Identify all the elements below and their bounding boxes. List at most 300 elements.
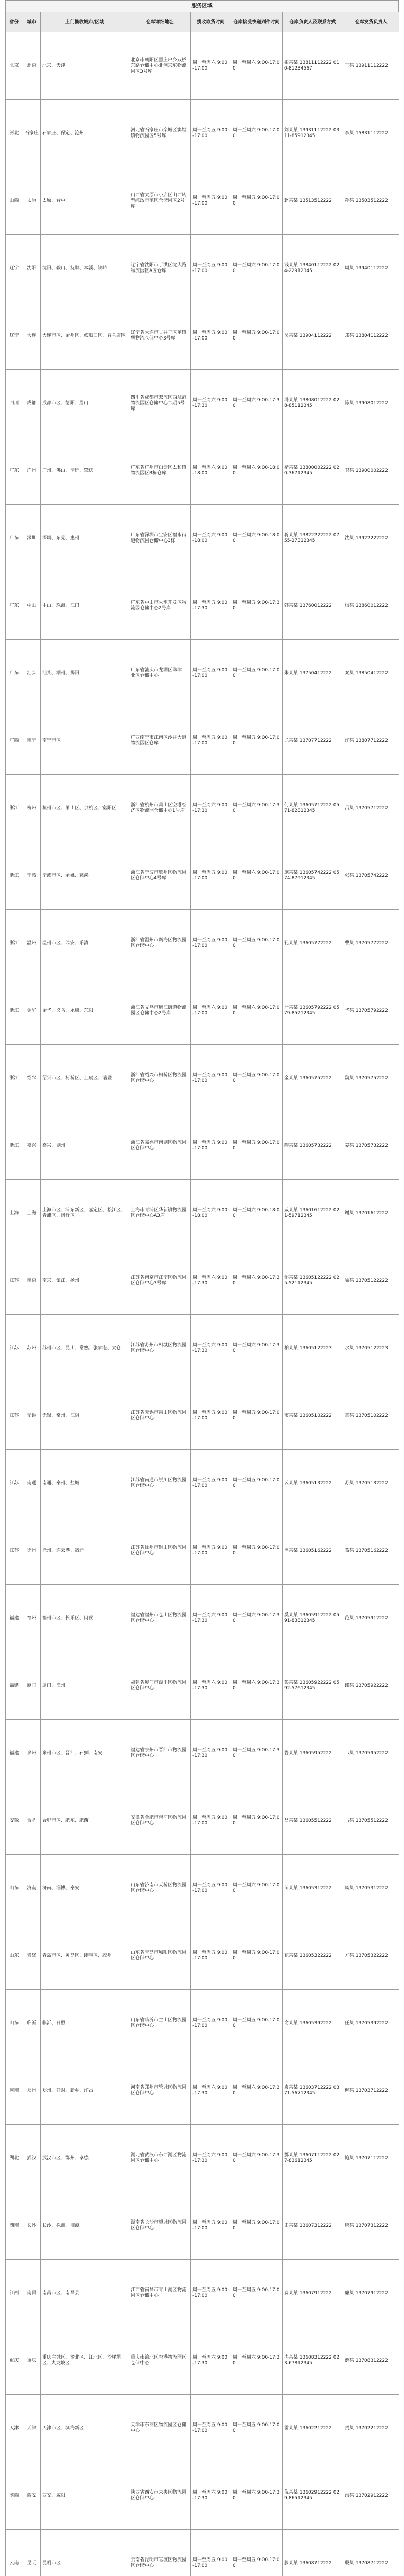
table-row [6, 1720, 399, 1787]
cell-shipper: 谢某 13701612222 [343, 1180, 399, 1247]
cell-province: 上海 [6, 1180, 23, 1247]
table-row [6, 640, 399, 707]
cell-receive-time: 周一至周六 9:00-18:00 [231, 1180, 283, 1247]
cell-pickup-time: 周一至周六 9:00-17:30 [191, 1247, 231, 1315]
cell-receive-time: 周一至周五 9:00-17:00 [231, 2395, 283, 2462]
header-shipper: 仓库发货负责人 [343, 12, 399, 32]
cell-area: 广州、佛山、清远、肇庆 [41, 437, 129, 505]
cell-receive-time: 周一至周五 9:00-17:30 [231, 1720, 283, 1787]
cell-shipper: 卫某 13900002222 [343, 437, 399, 505]
cell-pickup-time: 周一至周六 9:00-17:30 [191, 1585, 231, 1652]
cell-city: 苏州 [23, 1315, 41, 1382]
cell-receive-time: 周一至周五 9:00-17:00 [231, 910, 283, 977]
cell-contact: 鲁某某 13605952222 [283, 1720, 343, 1787]
cell-shipper: 任某 13705392222 [343, 1990, 399, 2057]
table-row [6, 707, 399, 775]
table-row [6, 1652, 399, 1720]
table-row [6, 2192, 399, 2260]
cell-area: 武汉市区、鄂州、孝感 [41, 2125, 129, 2192]
cell-shipper: 孙某 13503512222 [343, 167, 399, 235]
cell-province: 山东 [6, 1990, 23, 2057]
cell-contact: 苗某某 13605312222 [283, 1855, 343, 1922]
cell-city: 中山 [23, 572, 41, 640]
cell-shipper: 凤某 13705312222 [343, 1855, 399, 1922]
cell-pickup-time: 周一至周五 9:00-17:00 [191, 302, 231, 370]
cell-receive-time: 周一至周六 9:00-17:30 [231, 2462, 283, 2530]
cell-shipper: 王某 13911112222 [343, 32, 399, 100]
cell-shipper: 魏某 13705752222 [343, 1045, 399, 1112]
cell-receive-time: 周一至周六 9:00-17:30 [231, 1585, 283, 1652]
table-row [6, 2462, 399, 2530]
cell-receive-time: 周一至周六 9:00-17:00 [231, 32, 283, 100]
cell-area: 沈阳、鞍山、抚顺、本溪、铁岭 [41, 235, 129, 302]
cell-pickup-time: 周一至周五 9:00-17:00 [191, 1112, 231, 1180]
table-row [6, 1517, 399, 1585]
cell-area: 天津市区、滨海新区 [41, 2395, 129, 2462]
cell-address: 云南省昆明市官渡区物流园区仓储中心 [129, 2530, 191, 2576]
cell-contact: 俞某某 13605392222 [283, 1990, 343, 2057]
cell-contact: 褚某某 13800002222 020-36712345 [283, 437, 343, 505]
cell-pickup-time: 周一至周六 9:00-17:30 [191, 775, 231, 842]
cell-receive-time: 周一至周六 9:00-17:00 [231, 1855, 283, 1922]
cell-shipper: 唐某 13707312222 [343, 2192, 399, 2260]
cell-pickup-time: 周一至周五 9:00-17:00 [191, 1922, 231, 1990]
cell-receive-time: 周一至周五 9:00-17:00 [231, 640, 283, 707]
cell-receive-time: 周一至周五 9:00-17:00 [231, 167, 283, 235]
cell-receive-time: 周一至周六 9:00-18:00 [231, 505, 283, 572]
cell-pickup-time: 周一至周五 9:00-17:00 [191, 1450, 231, 1517]
cell-receive-time: 周一至周五 9:00-17:00 [231, 1382, 283, 1450]
cell-contact: 岑某某 13608312222 023-67812345 [283, 2327, 343, 2395]
cell-province: 福建 [6, 1585, 23, 1652]
cell-province: 湖北 [6, 2125, 23, 2192]
cell-city: 温州 [23, 910, 41, 977]
cell-city: 金华 [23, 977, 41, 1045]
cell-address: 江苏省南京市江宁区物流园区仓储中心3号库 [129, 1247, 191, 1315]
cell-area: 金华、义乌、永康、东阳 [41, 977, 129, 1045]
cell-city: 南通 [23, 1450, 41, 1517]
cell-pickup-time: 周一至周六 9:00-17:30 [191, 2327, 231, 2395]
cell-province: 山东 [6, 1855, 23, 1922]
cell-province: 湖南 [6, 2192, 23, 2260]
cell-area: 北京、天津 [41, 32, 129, 100]
cell-contact: 邹某某 13605122222 025-52112345 [283, 1247, 343, 1315]
cell-address: 河南省郑州市管城区物流园区仓储中心 [129, 2057, 191, 2125]
page [5, 0, 399, 2576]
cell-contact: 奚某某 13605912222 0591-83812345 [283, 1585, 343, 1652]
cell-city: 宁波 [23, 842, 41, 910]
cell-area: 西安、咸阳 [41, 2462, 129, 2530]
cell-city: 临沂 [23, 1990, 41, 2057]
cell-area: 济南、淄博、泰安 [41, 1855, 129, 1922]
cell-address: 湖北省武汉市东西湖区物流园区仓储中心 [129, 2125, 191, 2192]
cell-city: 泉州 [23, 1720, 41, 1787]
cell-province: 北京 [6, 32, 23, 100]
cell-receive-time: 周一至周五 9:00-17:00 [231, 1450, 283, 1517]
cell-area: 中山、珠海、江门 [41, 572, 129, 640]
header-contact: 仓库负责人及联系方式 [283, 12, 343, 32]
cell-pickup-time: 周一至周五 9:00-17:00 [191, 2192, 231, 2260]
table-row [6, 1045, 399, 1112]
table-row [6, 2530, 399, 2576]
cell-address: 河北省石家庄市栾城区窦妪镇物流园区5号库 [129, 100, 191, 167]
table-row [6, 505, 399, 572]
cell-pickup-time: 周一至周六 9:00-17:30 [191, 1652, 231, 1720]
cell-address: 广东省广州市白云区太和镇物流园区B栋仓库 [129, 437, 191, 505]
table-row [6, 235, 399, 302]
cell-shipper: 周某 13940112222 [343, 235, 399, 302]
cell-shipper: 杨某 13860012222 [343, 572, 399, 640]
cell-city: 徐州 [23, 1517, 41, 1585]
cell-receive-time: 周一至周五 9:00-17:00 [231, 302, 283, 370]
cell-province: 广东 [6, 505, 23, 572]
cell-contact: 滕某某 13608712222 [283, 2530, 343, 2576]
cell-receive-time: 周一至周五 9:00-17:00 [231, 707, 283, 775]
cell-city: 汕头 [23, 640, 41, 707]
cell-shipper: 张某 13705742222 [343, 842, 399, 910]
table-row [6, 100, 399, 167]
table-row [6, 1787, 399, 1855]
header-row [6, 12, 399, 32]
cell-shipper: 吕某 13705712222 [343, 775, 399, 842]
cell-shipper: 韦某 13705952222 [343, 1720, 399, 1787]
cell-address: 山东省临沂市兰山区物流园区仓储中心 [129, 1990, 191, 2057]
table-row [6, 1990, 399, 2057]
cell-pickup-time: 周一至周五 9:00-17:30 [191, 572, 231, 640]
cell-receive-time: 周一至周六 9:00-17:30 [231, 370, 283, 437]
cell-city: 深圳 [23, 505, 41, 572]
cell-address: 山西省太原市小店区山西转型综改示范区仓储园区2号库 [129, 167, 191, 235]
cell-province: 浙江 [6, 1045, 23, 1112]
cell-contact: 刘某某 13931112222 0311-85912345 [283, 100, 343, 167]
cell-area: 大连市区、金州区、旅顺口区、普兰店区 [41, 302, 129, 370]
cell-pickup-time: 周一至周五 9:00-17:00 [191, 1517, 231, 1585]
cell-shipper: 殷某 13708712222 [343, 2530, 399, 2576]
cell-address: 江苏省苏州市相城区物流园区仓储中心 [129, 1315, 191, 1382]
cell-address: 山东省济南市天桥区物流园区仓储中心 [129, 1855, 191, 1922]
cell-province: 广东 [6, 640, 23, 707]
table-row [6, 1315, 399, 1382]
cell-pickup-time: 周一至周五 9:00-17:00 [191, 100, 231, 167]
cell-address: 福建省泉州市晋江市物流园区仓储中心 [129, 1720, 191, 1787]
cell-city: 福州 [23, 1585, 41, 1652]
cell-province: 广东 [6, 572, 23, 640]
cell-city: 武汉 [23, 2125, 41, 2192]
cell-province: 江苏 [6, 1517, 23, 1585]
table-row [6, 437, 399, 505]
table-row [6, 167, 399, 235]
table-row [6, 2125, 399, 2192]
cell-city: 嘉兴 [23, 1112, 41, 1180]
cell-receive-time: 周一至周六 9:00-17:30 [231, 1315, 283, 1382]
cell-address: 浙江省宁波市鄞州区物流园区仓储中心4号库 [129, 842, 191, 910]
cell-contact: 袁某某 13603712222 0371-56712345 [283, 2057, 343, 2125]
cell-area: 郑州、开封、新乡、许昌 [41, 2057, 129, 2125]
cell-pickup-time: 周一至周六 9:00-17:30 [191, 1315, 231, 1382]
cell-province: 河北 [6, 100, 23, 167]
cell-receive-time: 周一至周六 9:00-17:30 [231, 1247, 283, 1315]
cell-contact: 云某某 13605132222 [283, 1450, 343, 1517]
cell-province: 辽宁 [6, 235, 23, 302]
cell-province: 福建 [6, 1652, 23, 1720]
header-pickup-time: 揽收取货时间 [191, 12, 231, 32]
cell-contact: 张某某 13811112222 010-81234567 [283, 32, 343, 100]
cell-city: 重庆 [23, 2327, 41, 2395]
cell-pickup-time: 周一至周五 9:00-17:00 [191, 167, 231, 235]
page-title: 服务区域 [5, 0, 399, 12]
cell-shipper: 李某 15831112222 [343, 100, 399, 167]
cell-address: 湖南省长沙市望城区物流园区仓储中心 [129, 2192, 191, 2260]
cell-contact: 史某某 13607312222 [283, 2192, 343, 2260]
warehouse-table [5, 12, 399, 2576]
cell-receive-time: 周一至周六 9:00-18:00 [231, 437, 283, 505]
cell-city: 昆明 [23, 2530, 41, 2576]
cell-address: 安徽省合肥市包河区物流园区仓储中心 [129, 1787, 191, 1855]
cell-pickup-time: 周一至周五 9:00-17:00 [191, 2530, 231, 2576]
cell-pickup-time: 周一至周五 9:00-17:00 [191, 1855, 231, 1922]
cell-province: 天津 [6, 2395, 23, 2462]
cell-address: 浙江省杭州市萧山区空港经济区物流园仓储中心1号库 [129, 775, 191, 842]
cell-province: 辽宁 [6, 302, 23, 370]
cell-contact: 酆某某 13607112222 027-83612345 [283, 2125, 343, 2192]
table-row [6, 1450, 399, 1517]
table-row [6, 910, 399, 977]
table-row [6, 1382, 399, 1450]
cell-address: 广西南宁市江南区沙井大道物流园区仓库 [129, 707, 191, 775]
cell-contact: 潘某某 13605162222 [283, 1517, 343, 1585]
cell-area: 深圳、东莞、惠州 [41, 505, 129, 572]
cell-pickup-time: 周一至周六 9:00-17:00 [191, 977, 231, 1045]
cell-pickup-time: 周一至周六 9:00-17:30 [191, 370, 231, 437]
header-receive-time: 仓库接受快递到件时间 [231, 12, 283, 32]
cell-contact: 施某某 13605742222 0574-87912345 [283, 842, 343, 910]
cell-receive-time: 周一至周五 9:00-17:00 [231, 1517, 283, 1585]
cell-area: 南京、镇江、扬州 [41, 1247, 129, 1315]
cell-receive-time: 周一至周六 9:00-17:30 [231, 2125, 283, 2192]
table-row [6, 1922, 399, 1990]
cell-pickup-time: 周一至周五 9:00-17:00 [191, 235, 231, 302]
cell-contact: 何某某 13605712222 0571-82812345 [283, 775, 343, 842]
cell-receive-time: 周一至周六 9:00-17:30 [231, 2057, 283, 2125]
cell-receive-time: 周一至周五 9:00-17:30 [231, 572, 283, 640]
cell-contact: 戚某某 13601612222 021-59712345 [283, 1180, 343, 1247]
cell-city: 上海 [23, 1180, 41, 1247]
cell-address: 广东省中山市火炬开发区物流园仓储中心2号库 [129, 572, 191, 640]
cell-province: 浙江 [6, 910, 23, 977]
cell-receive-time: 周一至周六 9:00-17:00 [231, 235, 283, 302]
cell-shipper: 鲍某 13707112222 [343, 2125, 399, 2192]
cell-address: 江苏省徐州市铜山区物流园区仓储中心 [129, 1517, 191, 1585]
table-row [6, 1180, 399, 1247]
cell-province: 云南 [6, 2530, 23, 2576]
cell-city: 北京 [23, 32, 41, 100]
cell-shipper: 水某 13705122223 [343, 1315, 399, 1382]
cell-province: 浙江 [6, 775, 23, 842]
table-row [6, 2327, 399, 2395]
cell-address: 福建省厦门市湖里区物流园区仓储中心 [129, 1652, 191, 1720]
cell-receive-time: 周一至周六 9:00-17:00 [231, 842, 283, 910]
cell-shipper: 姜某 13705732222 [343, 1112, 399, 1180]
cell-contact: 冯某某 13808012222 028-85112345 [283, 370, 343, 437]
cell-area: 重庆主城区、渝北区、江北区、沙坪坝区、九龙坡区 [41, 2327, 129, 2395]
cell-address: 广东省深圳市宝安区福永街道物流园仓储中心3栋 [129, 505, 191, 572]
cell-receive-time: 周一至周六 9:00-17:30 [231, 1652, 283, 1720]
cell-province: 河南 [6, 2057, 23, 2125]
cell-address: 浙江省温州市瓯海区物流园区仓储中心 [129, 910, 191, 977]
cell-area: 南宁市区 [41, 707, 129, 775]
cell-city: 郑州 [23, 2057, 41, 2125]
cell-province: 山东 [6, 1922, 23, 1990]
cell-shipper: 章某 13705102222 [343, 1382, 399, 1450]
cell-province: 江苏 [6, 1450, 23, 1517]
cell-address: 江西省南昌市青山湖区物流园区仓储中心 [129, 2260, 191, 2327]
table-row [6, 2260, 399, 2327]
cell-address: 辽宁省大连市甘井子区革镇堡物流仓储中心3号库 [129, 302, 191, 370]
cell-city: 厦门 [23, 1652, 41, 1720]
cell-contact: 彭某某 13605922222 0592-57612345 [283, 1652, 343, 1720]
cell-address: 北京市朝阳区黑庄户乡双桥东路仓储中心北侧京东物流园区3号库 [129, 32, 191, 100]
cell-contact: 昌某某 13605512222 [283, 1787, 343, 1855]
cell-pickup-time: 周一至周五 9:00-17:00 [191, 1382, 231, 1450]
table-row [6, 370, 399, 437]
cell-province: 广西 [6, 707, 23, 775]
cell-city: 南京 [23, 1247, 41, 1315]
table-row [6, 1112, 399, 1180]
cell-area: 昆明市区 [41, 2530, 129, 2576]
cell-province: 江苏 [6, 1382, 23, 1450]
table-row [6, 842, 399, 910]
cell-shipper: 柳某 13703712222 [343, 2057, 399, 2125]
cell-shipper: 马某 13705512222 [343, 1787, 399, 1855]
cell-address: 江苏省无锡市惠山区物流园区仓储中心 [129, 1382, 191, 1450]
cell-city: 太原 [23, 167, 41, 235]
cell-city: 西安 [23, 2462, 41, 2530]
cell-city: 济南 [23, 1855, 41, 1922]
cell-shipper: 喻某 13705122222 [343, 1247, 399, 1315]
cell-receive-time: 周一至周五 9:00-17:00 [231, 1787, 283, 1855]
cell-shipper: 沈某 13922222222 [343, 505, 399, 572]
cell-contact: 孔某某 13605772222 [283, 910, 343, 977]
cell-city: 广州 [23, 437, 41, 505]
cell-shipper: 许某 13807712222 [343, 707, 399, 775]
cell-contact: 窦某某 13605102222 [283, 1382, 343, 1450]
cell-receive-time: 周一至周六 9:00-17:00 [231, 100, 283, 167]
cell-pickup-time: 周一至周五 9:00-17:30 [191, 1720, 231, 1787]
header-city: 城市 [23, 12, 41, 32]
cell-receive-time: 周一至周五 9:00-17:00 [231, 1112, 283, 1180]
cell-area: 汕头、潮州、揭阳 [41, 640, 129, 707]
cell-province: 浙江 [6, 977, 23, 1045]
cell-shipper: 郎某 13705922222 [343, 1652, 399, 1720]
cell-address: 江苏省南通市崇川区物流园区仓储中心 [129, 1450, 191, 1517]
cell-contact: 费某某 13607912222 [283, 2260, 343, 2327]
cell-shipper: 葛某 13705162222 [343, 1517, 399, 1585]
cell-area: 南通、泰州、盐城 [41, 1450, 129, 1517]
cell-pickup-time: 周一至周五 9:00-17:00 [191, 640, 231, 707]
header-province: 省份 [6, 12, 23, 32]
cell-shipper: 苏某 13705132222 [343, 1450, 399, 1517]
cell-pickup-time: 周一至周五 9:00-17:00 [191, 910, 231, 977]
cell-contact: 尤某某 13707712222 [283, 707, 343, 775]
cell-address: 广东省汕头市龙湖区珠津工业区仓储中心 [129, 640, 191, 707]
table-row [6, 572, 399, 640]
cell-area: 宁波市区、余姚、慈溪 [41, 842, 129, 910]
table-body [6, 32, 399, 2576]
cell-area: 厦门、漳州 [41, 1652, 129, 1720]
cell-city: 青岛 [23, 1922, 41, 1990]
cell-address: 浙江省嘉兴市南湖区物流园区仓储中心 [129, 1112, 191, 1180]
cell-pickup-time: 周一至周五 9:00-17:00 [191, 2260, 231, 2327]
cell-city: 大连 [23, 302, 41, 370]
cell-province: 广东 [6, 437, 23, 505]
cell-receive-time: 周一至周五 9:00-17:00 [231, 1990, 283, 2057]
cell-city: 长沙 [23, 2192, 41, 2260]
cell-shipper: 方某 13705322222 [343, 1922, 399, 1990]
cell-contact: 花某某 13605322222 [283, 1922, 343, 1990]
cell-pickup-time: 周一至周五 9:00-17:00 [191, 842, 231, 910]
cell-area: 合肥市区、肥东、肥西 [41, 1787, 129, 1855]
cell-province: 浙江 [6, 1112, 23, 1180]
cell-city: 天津 [23, 2395, 41, 2462]
cell-contact: 韩某某 13760012222 [283, 572, 343, 640]
cell-province: 江西 [6, 2260, 23, 2327]
cell-shipper: 范某 13705912222 [343, 1585, 399, 1652]
cell-area: 福州市区、长乐区、闽侯 [41, 1585, 129, 1652]
cell-address: 辽宁省沈阳市于洪区沈大路物流园区A区仓库 [129, 235, 191, 302]
cell-receive-time: 周一至周五 9:00-17:00 [231, 1922, 283, 1990]
cell-contact: 朱某某 13750412222 [283, 640, 343, 707]
cell-pickup-time: 周一至周五 9:00-17:00 [191, 707, 231, 775]
cell-province: 江苏 [6, 1247, 23, 1315]
cell-area: 绍兴市区、柯桥区、上虞区、诸暨 [41, 1045, 129, 1112]
header-area: 上门揽收城市/区域 [41, 12, 129, 32]
cell-contact: 赵某某 13513512222 [283, 167, 343, 235]
table-row [6, 302, 399, 370]
cell-area: 青岛市区、黄岛区、即墨区、胶州 [41, 1922, 129, 1990]
cell-pickup-time: 周一至周六 9:00-18:00 [191, 505, 231, 572]
table-row [6, 1585, 399, 1652]
cell-area: 泉州市区、晋江、石狮、南安 [41, 1720, 129, 1787]
cell-contact: 柏某某 13605122223 [283, 1315, 343, 1382]
table-row [6, 32, 399, 100]
cell-contact: 陶某某 13605732222 [283, 1112, 343, 1180]
cell-shipper: 薛某 13708312222 [343, 2327, 399, 2395]
cell-shipper: 廉某 13707912222 [343, 2260, 399, 2327]
cell-area: 杭州市区、萧山区、余杭区、富阳区 [41, 775, 129, 842]
table-row [6, 1247, 399, 1315]
cell-city: 南昌 [23, 2260, 41, 2327]
cell-contact: 雷某某 13602212222 [283, 2395, 343, 2462]
cell-receive-time: 周一至周五 9:00-17:00 [231, 2192, 283, 2260]
cell-pickup-time: 周一至周六 9:00-18:00 [191, 1180, 231, 1247]
table-row [6, 977, 399, 1045]
cell-city: 绍兴 [23, 1045, 41, 1112]
table-row [6, 2057, 399, 2125]
cell-address: 天津市东丽区物流园区仓储中心 [129, 2395, 191, 2462]
cell-contact: 金某某 13605752222 [283, 1045, 343, 1112]
cell-city: 成都 [23, 370, 41, 437]
cell-area: 嘉兴、湖州 [41, 1112, 129, 1180]
cell-contact: 蒋某某 13822222222 0755-27312345 [283, 505, 343, 572]
cell-city: 合肥 [23, 1787, 41, 1855]
cell-pickup-time: 周一至周六 9:00-17:00 [191, 32, 231, 100]
cell-shipper: 贺某 13702212222 [343, 2395, 399, 2462]
cell-area: 苏州市区、昆山、常熟、张家港、太仓 [41, 1315, 129, 1382]
cell-area: 徐州、连云港、宿迁 [41, 1517, 129, 1585]
table-row [6, 1855, 399, 1922]
cell-address: 陕西省西安市未央区物流园区仓储中心 [129, 2462, 191, 2530]
cell-province: 陕西 [6, 2462, 23, 2530]
